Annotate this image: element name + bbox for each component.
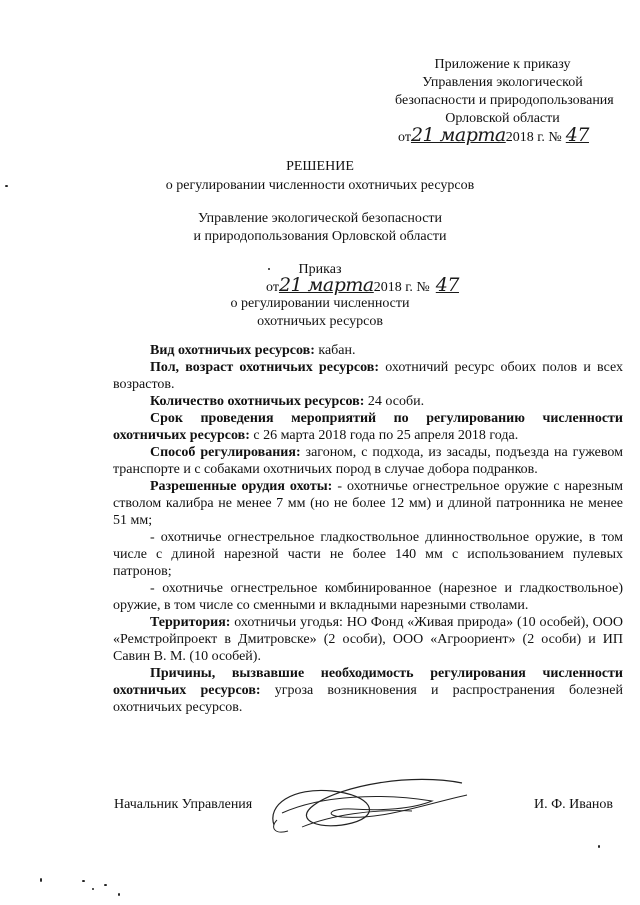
scan-speck — [82, 880, 85, 882]
annex-date-suffix: 2018 г. № — [505, 130, 562, 145]
period-value: с 26 марта 2018 года по 25 апреля 2018 года. — [249, 428, 519, 443]
paragraph-territory — [113, 614, 623, 665]
sex-age-value: охотничий ресурс обоих полов и всех возрастов. — [113, 360, 623, 392]
weapons-value: - охотничье огнестрельное оружие с нарезным стволом калибра не менее 7 мм (но не более 12 мм) и длиной патронника не менее 51 мм; — [113, 479, 623, 528]
territory-value: охотничьи угодья: НО Фонд «Живая природа» (10 особей), ООО «Ремстройпроект в Дмитровске» (2 особи), ООО «Агроориент» (2 особи) и ИП Савин В. М. (10 особей). — [113, 615, 623, 664]
annex-block — [395, 56, 614, 128]
reasons-label: Причины, вызвавшие необходимость регулирования численности охотничьих ресурсов: — [113, 666, 623, 698]
method-value: загоном, с подхода, из засады, подъезда на гужевом транспорте и с собаками охотничьих пород в случае добора подранков. — [113, 445, 624, 477]
order-subject-1: о регулировании численности — [230, 296, 410, 311]
scan-speck — [92, 888, 94, 890]
paragraph-weapons — [113, 478, 623, 529]
annex-date-line — [398, 124, 589, 146]
scan-speck — [598, 845, 600, 848]
method-label: Способ регулирования: — [150, 445, 301, 460]
scan-speck — [5, 185, 8, 187]
paragraph-weapons-item-3: - охотничье огнестрельное комбинированное (нарезное и гладкоствольное) оружие, в том числе со сменными и вкладными нарезными стволами. — [113, 581, 623, 613]
order-number-handwritten: 47 — [435, 274, 459, 296]
territory-label: Территория: — [150, 615, 231, 630]
weapons-label: Разрешенные орудия охоты: — [150, 479, 333, 494]
scan-speck — [118, 893, 120, 896]
order-date-prefix: от — [266, 280, 279, 295]
decision-body — [113, 342, 623, 716]
scan-speck — [268, 268, 270, 270]
period-label: Срок проведения мероприятий по регулированию численности охотничьих ресурсов: — [113, 411, 623, 443]
quantity-label: Количество охотничьих ресурсов: — [150, 394, 365, 409]
paragraph-reasons — [113, 665, 623, 716]
annex-line-3: безопасности и природопользования — [395, 93, 614, 108]
quantity-value: 24 особи. — [364, 394, 425, 409]
annex-line-4: Орловской области — [445, 111, 560, 126]
signatory-name: И. Ф. Иванов — [534, 797, 614, 812]
order-subject-2: охотничьих ресурсов — [257, 314, 383, 329]
authority-line-1: Управление экологической безопасности — [197, 211, 443, 226]
order-date-suffix: 2018 г. № — [373, 280, 430, 295]
order-date-line — [266, 274, 459, 296]
reasons-value: угроза возникновения и распространения болезней охотничьих ресурсов. — [113, 683, 623, 715]
decision-title: РЕШЕНИЕ — [286, 159, 354, 174]
scan-speck — [40, 878, 42, 882]
species-value: кабан. — [314, 343, 356, 358]
annex-number-handwritten: 47 — [565, 124, 589, 146]
annex-line-1: Приложение к приказу — [434, 57, 571, 72]
handwritten-signature — [262, 765, 472, 840]
paragraph-period — [113, 410, 623, 444]
paragraph-weapons-item-2: - охотничье огнестрельное гладкоствольное длинноствольное оружие, в том числе с длиной нарезной части не более 140 мм с использованием пулевых патронов; — [113, 530, 623, 579]
paragraph-species — [113, 342, 623, 359]
signatory-position: Начальник Управления — [114, 797, 253, 812]
annex-line-2: Управления экологической — [422, 75, 583, 90]
paragraph-sex-age — [113, 359, 623, 393]
order-title: Приказ — [298, 262, 342, 277]
annex-date-handwritten: 21 марта — [410, 124, 506, 146]
authority-line-2: и природопользования Орловской области — [193, 229, 447, 244]
annex-date-prefix: от — [398, 130, 411, 145]
sex-age-label: Пол, возраст охотничьих ресурсов: — [150, 360, 379, 375]
order-date-handwritten: 21 марта — [278, 274, 374, 296]
species-label: Вид охотничьих ресурсов: — [150, 343, 315, 358]
scan-speck — [104, 884, 107, 886]
decision-subtitle: о регулировании численности охотничьих ресурсов — [165, 178, 475, 193]
paragraph-quantity — [113, 393, 623, 410]
paragraph-method — [113, 444, 623, 478]
